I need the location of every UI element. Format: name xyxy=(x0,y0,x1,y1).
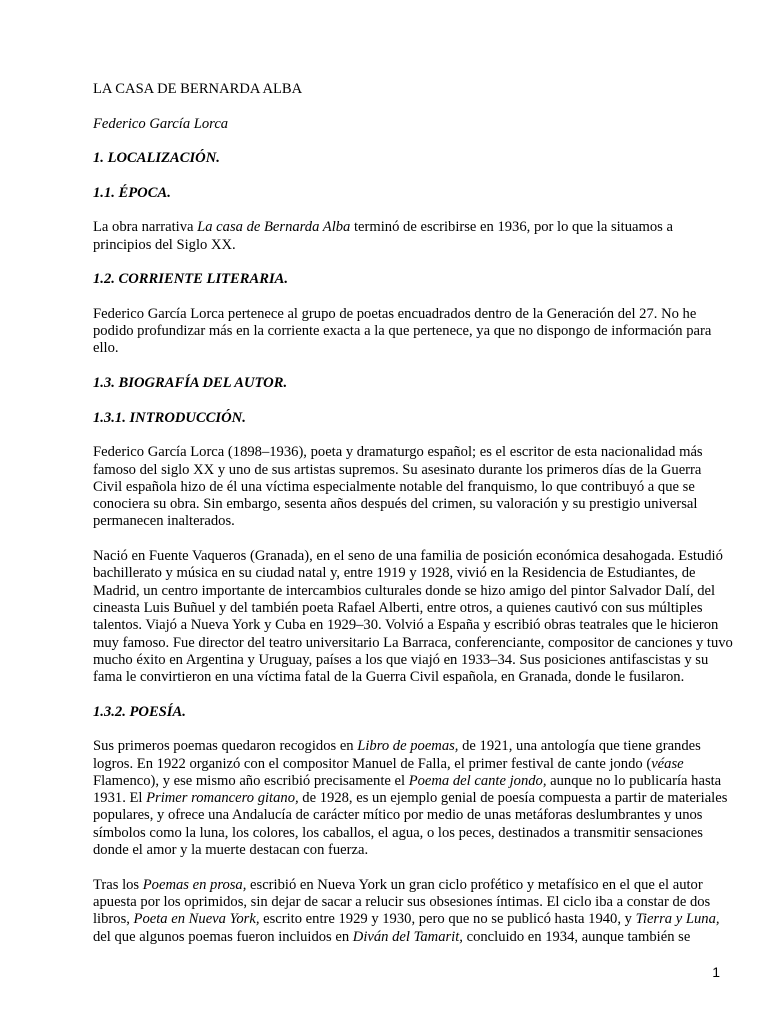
heading-poesia: 1.3.2. POESÍA. xyxy=(93,703,186,720)
paragraph-introduccion-1: Federico García Lorca (1898–1936), poeta y dramaturgo español; es el escritor de esta nacionalidad más famoso del siglo XX y uno de sus artistas supremos. Su asesinato durante los primeros días de la Guerra Civil española hizo de él una víctima especialmente notable del franquismo, lo que contribuyó a que se conociera su obra. Sin embargo, sesenta años después del crimen, su valoración y su prestigio universal permanecen inalterados. xyxy=(93,444,703,530)
paragraph-introduccion-2: Nació en Fuente Vaqueros (Granada), en el seno de una familia de posición económica desahogada. Estudió bachillerato y música en su ciudad natal y, entre 1919 y 1928, vivió en la Residencia de Estudiantes, de Madrid, un centro importante de intercambios culturales donde se hizo amigo del pintor Salvador Dalí, del cineasta Luis Buñuel y del también poeta Rafael Alberti, entre otros, a quienes cautivó con sus múltiples talentos. Viajó a Nueva York y Cuba en 1929–30. Volvió a España y escribió obras teatrales que le hicieron muy famoso. Fue director del teatro universitario La Barraca, conferenciante, compositor de canciones y tuvo mucho éxito en Argentina y Uruguay, países a los que viajó en 1933–34. Sus posiciones antifascistas y su fama le convirtieron en una víctima fatal de la Guerra Civil española, en Granada, donde le fusilaron. xyxy=(93,548,733,686)
page-number: 1 xyxy=(712,964,720,980)
author-name: Federico García Lorca xyxy=(93,115,229,132)
heading-introduccion: 1.3.1. INTRODUCCIÓN. xyxy=(93,409,246,426)
heading-localizacion: 1. LOCALIZACIÓN. xyxy=(93,150,220,167)
heading-epoca: 1.1. ÉPOCA. xyxy=(93,184,171,201)
paragraph-poesia-2: Tras los Poemas en prosa, escribió en Nueva York un gran ciclo profético y metafísico en el que el autor apuesta por los oprimidos, sin dejar de sacar a relucir sus obsesiones íntimas. El ciclo iba a constar de dos libros, Poeta en Nueva York, escrito entre 1929 y 1930, pero que no se publicó hasta 1940, y Tierra y Luna, del que algunos poemas fueron incluidos en Diván del Tamarit, concluido en 1934, aunque también se xyxy=(93,876,720,945)
heading-corriente-literaria: 1.2. CORRIENTE LITERARIA. xyxy=(93,271,289,288)
document-body xyxy=(93,81,733,946)
document-title: LA CASA DE BERNARDA ALBA xyxy=(93,81,303,97)
heading-biografia: 1.3. BIOGRAFÍA DEL AUTOR. xyxy=(93,375,288,392)
paragraph-corriente-literaria: Federico García Lorca pertenece al grupo de poetas encuadrados dentro de la Generación del 27. No he podido profundizar más en la corriente exacta a la que pertenece, ya que no dispongo de información para ello. xyxy=(93,305,712,357)
paragraph-poesia-1: Sus primeros poemas quedaron recogidos en Libro de poemas, de 1921, una antología que tiene grandes logros. En 1922 organizó con el compositor Manuel de Falla, el primer festival de cante jondo (véase Flamenco), y ese mismo año escribió precisamente el Poema del cante jondo, aunque no lo publicaría hasta 1931. El Primer romancero gitano, de 1928, es un ejemplo genial de poesía compuesta a partir de materiales populares, y ofrece una Andalucía de carácter mítico por medio de unas metáforas deslumbrantes y unos símbolos como la luna, los colores, los caballos, el agua, o los peces, destinados a transmitir sensaciones donde el amor y la muerte destacan con fuerza. xyxy=(93,738,728,859)
paragraph-epoca: La obra narrativa La casa de Bernarda Alba terminó de escribirse en 1936, por lo que la situamos a principios del Siglo XX. xyxy=(93,219,673,253)
